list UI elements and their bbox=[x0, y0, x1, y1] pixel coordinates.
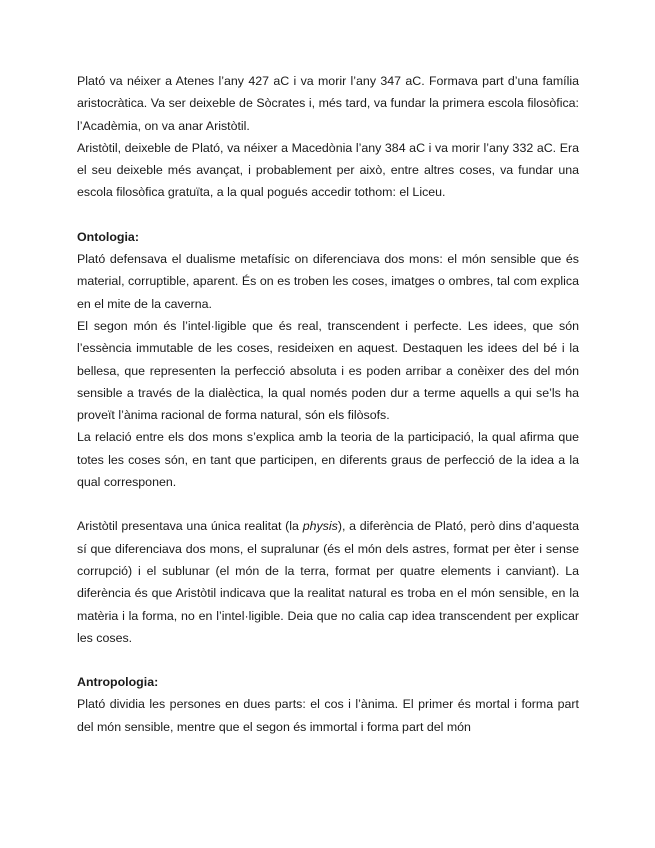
ontologia-paragraph-4 bbox=[77, 515, 579, 649]
ontologia-p4-italic-physis: physis bbox=[302, 519, 338, 534]
spacer bbox=[77, 204, 579, 226]
ontologia-paragraph-2: El segon món és l’intel·ligible que és real, transcendent i perfecte. Les idees, que són l’essència immutable de les coses, resideixen en aquest. Destaquen les idees del bé i la bellesa, que representen la perfecció absoluta i es poden arribar a conèixer des del món sensible a través de la dialèctica, la qual només poden dur a terme aquells a qui se’ls ha proveït l’ànima racional de forma natural, són els filòsofs. bbox=[77, 318, 579, 423]
ontologia-p4-text-after: ), a diferència de Plató, però dins d’aquesta sí que diferenciava dos mons, el supralunar (és el món dels astres, format per èter i sense corrupció) i el sublunar (el món de la terra, format per quatre elements i canviant). La diferència és que Aristòtil indicava que la realitat natural es troba en el món sensible, en la matèria i la forma, no en l’intel·ligible. Deia que no calia cap idea transcendent per explicar les coses. bbox=[77, 519, 579, 645]
ontologia-paragraph-1: Plató defensava el dualisme metafísic on diferenciava dos mons: el món sensible que és material, corruptible, aparent. És on es troben les coses, imatges o ombres, tal com explica en el mite de la caverna. bbox=[77, 252, 579, 311]
section-heading-antropologia: Antropologia: bbox=[77, 675, 159, 690]
ontologia-paragraph-3: La relació entre els dos mons s’explica amb la teoria de la participació, la qual afirma que totes les coses són, en tant que participen, en diferents graus de perfecció de la idea a la qual corresponen. bbox=[77, 430, 579, 490]
antropologia-paragraph-1: Plató dividia les persones en dues parts: el cos i l’ànima. El primer és mortal i forma part del món sensible, mentre que el segon és immortal i forma part del món bbox=[77, 697, 579, 734]
ontologia-p4-text-before: Aristòtil presentava una única realitat (la bbox=[77, 519, 303, 534]
intro-paragraph-plato: Plató va néixer a Atenes l’any 427 aC i va morir l’any 347 aC. Formava part d’una família aristocràtica. Va ser deixeble de Sòcrates i, més tard, va fundar la primera escola filosòfica: l’Acadèmia, on va anar Aristòtil. bbox=[77, 74, 579, 133]
spacer bbox=[77, 649, 579, 671]
spacer bbox=[77, 493, 579, 515]
section-heading-ontologia: Ontologia: bbox=[77, 229, 139, 244]
intro-paragraph-aristotil: Aristòtil, deixeble de Plató, va néixer a Macedònia l’any 384 aC i va morir l’any 332 aC. Era el seu deixeble més avançat, i probablement per això, entre altres coses, va fundar una escola filosòfica gratuïta, a la qual pogués accedir tothom: el Liceu. bbox=[77, 140, 579, 200]
